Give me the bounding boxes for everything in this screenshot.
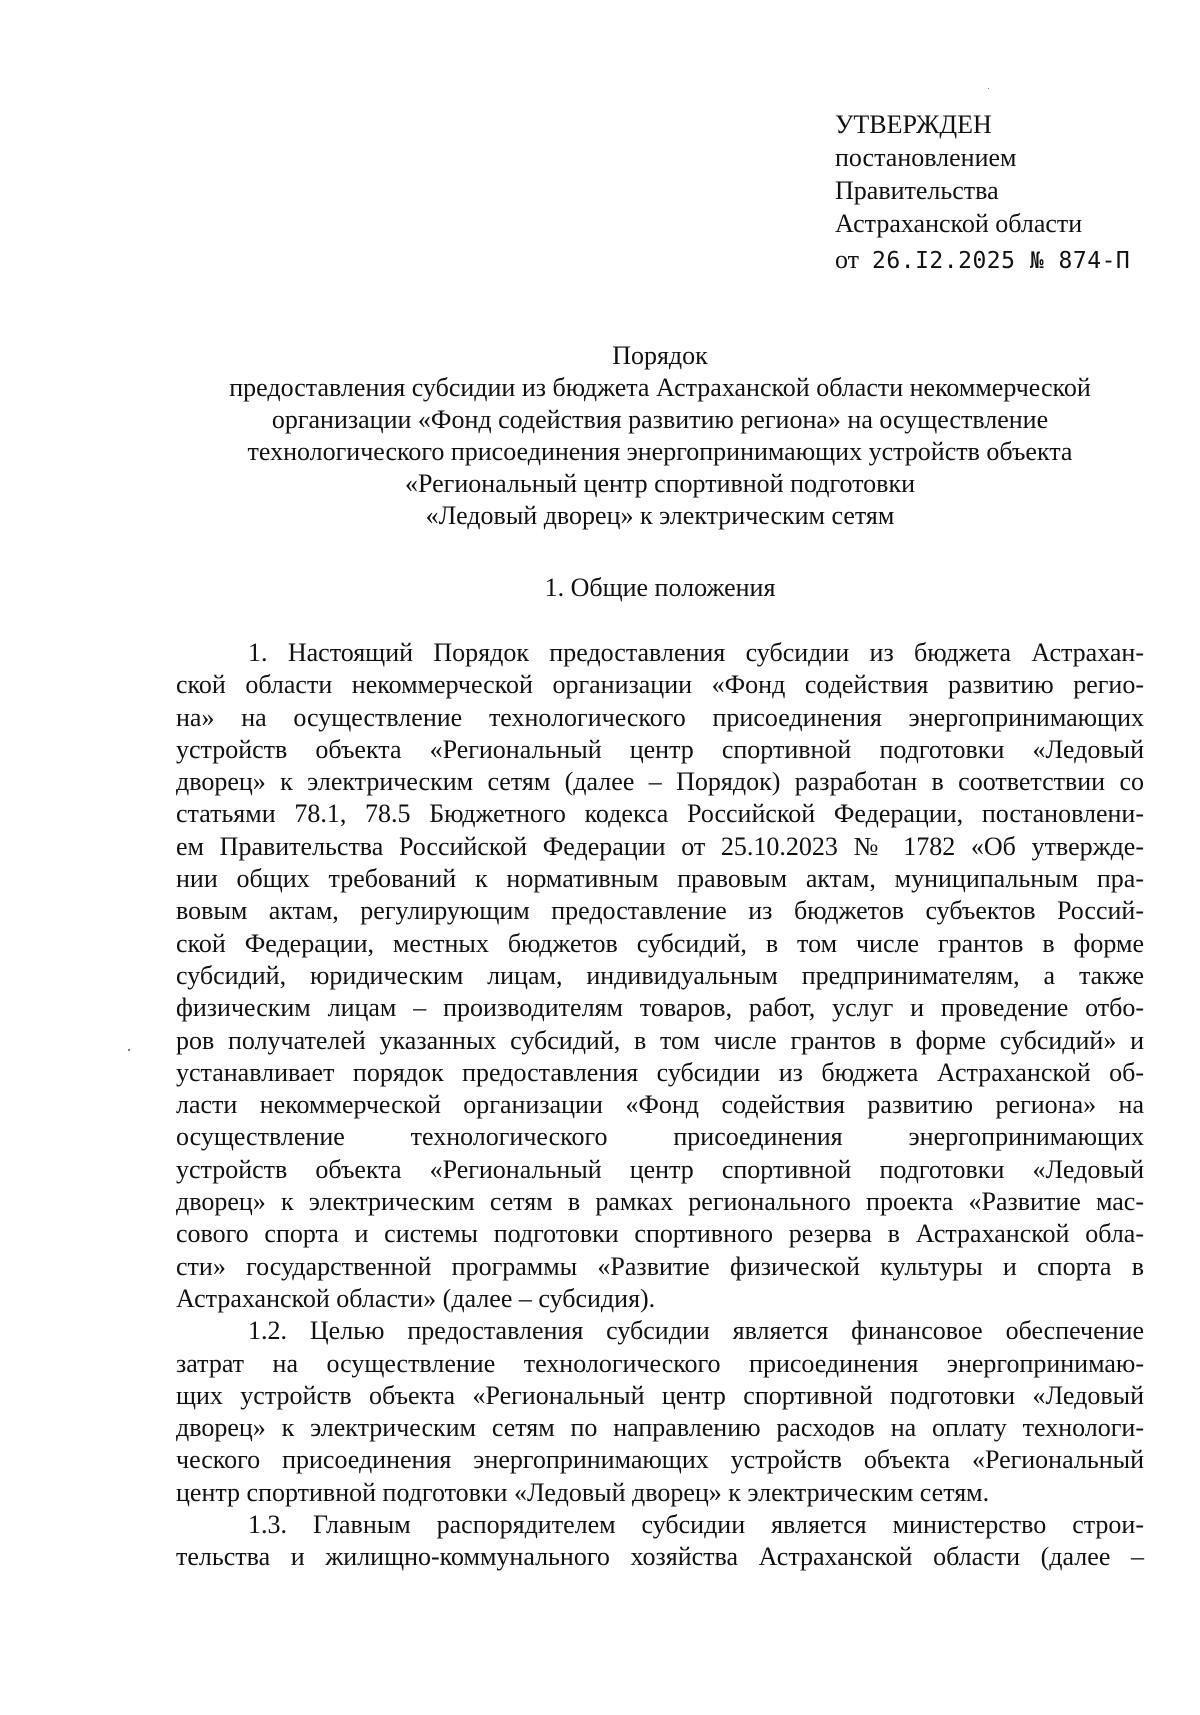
approval-line-government: Правительства (835, 176, 999, 205)
paragraph-line: дворец» к электрическим сетям в рамках регионального проекта «Развитие мас- (176, 1187, 1144, 1217)
title-line: «Ледовый дворец» к электрическим сетям (425, 501, 895, 530)
paragraph-line: устройств объекта «Региональный центр спортивной подготовки «Ледовый (176, 1154, 1144, 1184)
paragraph-line: статьями 78.1, 78.5 Бюджетного кодекса Российской Федерации, постановлени- (176, 799, 1144, 829)
approval-typed-date-number: 26.I2.2025 № 874-П (872, 248, 1131, 274)
paragraph-line: субсидий, юридическим лицам, индивидуальным предпринимателям, а также (176, 960, 1144, 990)
title-heading: Порядок (612, 341, 708, 370)
paragraph-line: ской области некоммерческой организации «Фонд содействия развитию регио- (176, 670, 1144, 700)
approval-stamp (835, 108, 1130, 278)
paragraph-line: 1. Настоящий Порядок предоставления субсидии из бюджета Астрахан- (248, 638, 1144, 667)
scan-speck (128, 1049, 130, 1051)
approval-date-number (835, 243, 1130, 278)
body-text (176, 637, 1144, 1574)
paragraph-line: тельства и жилищно-коммунального хозяйства Астраханской области (далее – (176, 1542, 1144, 1572)
paragraph-line: дворец» к электрическим сетям (далее – Порядок) разработан в соответствии со (176, 767, 1144, 797)
paragraph-line: сового спорта и системы подготовки спортивного резерва в Астраханской обла- (176, 1219, 1144, 1249)
paragraph-line: осуществление технологического присоединения энергопринимающих (176, 1122, 1144, 1152)
paragraph-line: затрат на осуществление технологического присоединения энергопринимаю- (176, 1348, 1144, 1378)
paragraph-line: на» на осуществление технологического присоединения энергопринимающих (176, 702, 1144, 732)
paragraph-line: устройств объекта «Региональный центр спортивной подготовки «Ледовый (176, 734, 1144, 764)
paragraph-line: ем Правительства Российской Федерации от 25.10.2023 № 1782 «Об утвержде- (176, 831, 1144, 861)
paragraph-line: вовым актам, регулирующим предоставление из бюджетов субъектов Россий- (176, 896, 1144, 926)
document-title (150, 340, 1170, 532)
paragraph-line: дворец» к электрическим сетям по направлению расходов на оплату технологи- (176, 1413, 1144, 1443)
paragraph-line: устанавливает порядок предоставления субсидии из бюджета Астраханской об- (176, 1057, 1144, 1087)
title-line: технологического присоединения энергопринимающих устройств объекта (247, 437, 1073, 466)
paragraph-line: Астраханской области» (далее – субсидия). (176, 1283, 656, 1313)
title-line: предоставления субсидии из бюджета Астраханской области некоммерческой (229, 373, 1091, 402)
paragraph-line: физическим лицам – производителям товаров, работ, услуг и проведение отбо- (176, 993, 1144, 1023)
section-heading: 1. Общие положения (544, 573, 776, 602)
approval-line-approved: УТВЕРЖДЕН (835, 110, 992, 139)
paragraph-line: ров получателей указанных субсидий, в том числе грантов в форме субсидий» и (176, 1025, 1144, 1055)
paragraph-line: сти» государственной программы «Развитие физической культуры и спорта в (176, 1251, 1144, 1281)
paragraph-line: нии общих требований к нормативным правовым актам, муниципальным пра- (176, 864, 1144, 894)
title-line: организации «Фонд содействия развитию региона» на осуществление (271, 405, 1049, 434)
paragraph-line: ческого присоединения энергопринимающих устройств объекта «Региональный (176, 1445, 1144, 1475)
scan-speck (988, 88, 989, 89)
title-line: «Региональный центр спортивной подготовки (405, 469, 915, 498)
paragraph-line: щих устройств объекта «Региональный центр спортивной подготовки «Ледовый (176, 1380, 1144, 1410)
paragraph-line: ласти некоммерческой организации «Фонд содействия развитию региона» на (176, 1090, 1144, 1120)
paragraph-line: центр спортивной подготовки «Ледовый дворец» к электрическим сетям. (176, 1477, 990, 1507)
paragraph-line: ской Федерации, местных бюджетов субсидий, в том числе грантов в форме (176, 928, 1144, 958)
approval-prefix: от (835, 245, 860, 274)
approval-line-resolution: постановлением (835, 143, 1017, 172)
paragraph-line: 1.3. Главным распорядителем субсидии является министерство строи- (248, 1510, 1144, 1540)
approval-line-region: Астраханской области (835, 209, 1083, 238)
paragraph-line: 1.2. Целью предоставления субсидии является финансовое обеспечение (248, 1316, 1144, 1346)
